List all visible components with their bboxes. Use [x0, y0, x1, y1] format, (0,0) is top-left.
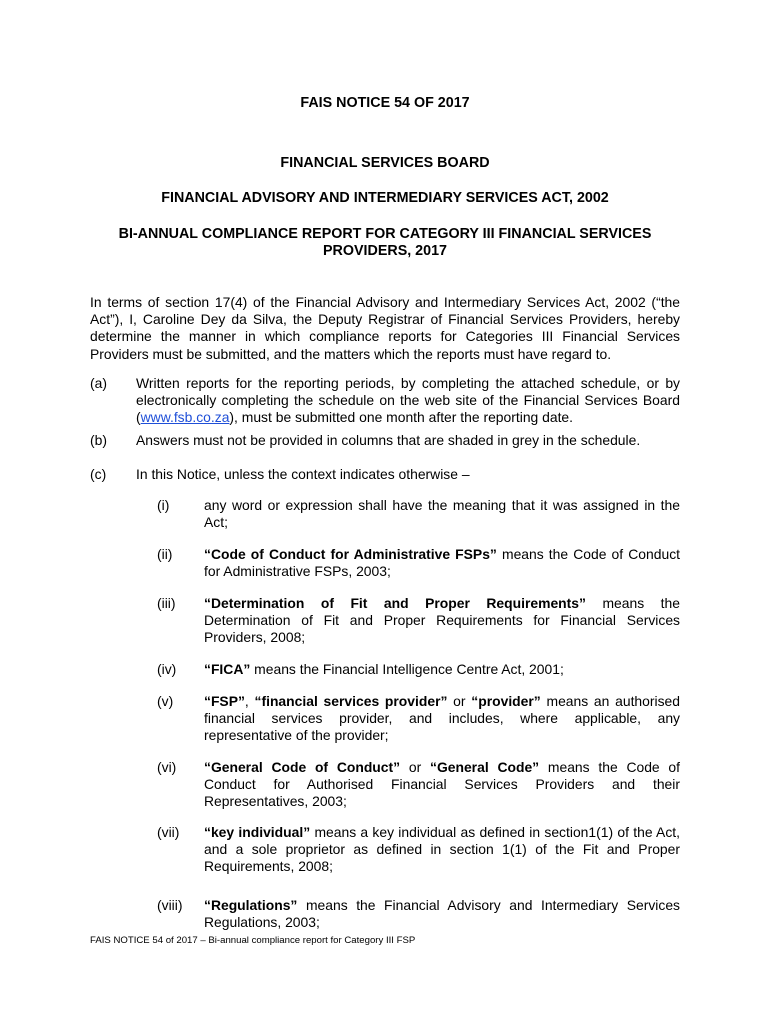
item-text: Answers must not be provided in columns that are shaded in grey in the schedule. — [136, 432, 641, 448]
definition-text: any word or expression shall have the meaning that it was assigned in the Act; — [204, 497, 680, 531]
definition-text — [204, 693, 680, 745]
item-b — [90, 432, 680, 449]
definition-text — [204, 897, 680, 931]
definition-text — [204, 824, 680, 876]
definition-number: (ii) — [157, 546, 173, 562]
report-heading: BI-ANNUAL COMPLIANCE REPORT FOR CATEGORY III FINANCIAL SERVICES PROVIDERS, 2017 — [118, 226, 652, 259]
item-c — [90, 466, 680, 483]
definition-number: (vii) — [157, 824, 180, 840]
definition-body: means the Financial Intelligence Centre Act, 2001; — [250, 661, 564, 677]
definition-vii — [157, 824, 680, 876]
item-text: In this Notice, unless the context indicates otherwise – — [136, 466, 470, 482]
definition-term: “financial services provider” — [254, 693, 448, 709]
definition-separator: or — [400, 759, 430, 775]
definition-text — [204, 759, 680, 811]
definition-term: “Code of Conduct for Administrative FSPs” — [204, 546, 497, 562]
notice-title: FAIS NOTICE 54 OF 2017 — [300, 95, 470, 111]
definition-term: “FSP” — [204, 693, 245, 709]
definition-vi — [157, 759, 680, 811]
item-label: (b) — [90, 432, 107, 448]
definition-separator: , — [244, 693, 255, 709]
definition-term: “FICA” — [204, 661, 251, 677]
definition-number: (iii) — [157, 595, 176, 611]
definition-term: “provider” — [471, 693, 541, 709]
definition-v — [157, 693, 680, 745]
definition-body: means an authorised financial services provider, and includes, where applicable, any representative of the provider; — [204, 693, 680, 744]
item-label: (c) — [90, 466, 107, 482]
definition-number: (vi) — [157, 759, 177, 775]
definition-i — [157, 497, 680, 531]
definition-viii — [157, 897, 680, 931]
definition-number: (viii) — [157, 897, 183, 913]
definition-term: “General Code” — [430, 759, 540, 775]
definition-term: “key individual” — [204, 824, 311, 840]
definition-iii — [157, 595, 680, 647]
item-text-part: Written reports for the reporting periods, by completing the attached schedule, or by electronically completing the schedule on the web site of the Financial Services Board ( — [136, 375, 680, 426]
item-text-part: ), must be submitted one month after the reporting date. — [229, 409, 574, 426]
definition-term: “Determination of Fit and Proper Requirements” — [204, 595, 586, 611]
act-heading: FINANCIAL ADVISORY AND INTERMEDIARY SERVICES ACT, 2002 — [161, 190, 609, 206]
definition-separator: or — [447, 693, 472, 709]
definition-body: means the Financial Advisory and Intermediary Services Regulations, 2003; — [204, 897, 680, 931]
definition-text — [204, 661, 680, 678]
definition-number: (iv) — [157, 661, 177, 677]
definition-term: “Regulations” — [204, 897, 298, 913]
definition-body: means the Code of Conduct for Authorised Financial Services Providers and their Representatives, 2003; — [204, 759, 680, 810]
intro-paragraph: In terms of section 17(4) of the Financial Advisory and Intermediary Services Act, 2002 (“the Act”), I, Caroline Dey da Silva, the Deputy Registrar of Financial Services Providers, hereby determine the manner in which compliance reports for Categories III Financial Services Providers must be submitted, and the matters which the reports must have regard to. — [90, 294, 680, 362]
definition-text — [204, 595, 680, 647]
definition-number: (v) — [157, 693, 174, 709]
fsb-website-link[interactable]: www.fsb.co.za — [140, 409, 230, 426]
item-text — [136, 375, 680, 427]
definition-ii — [157, 546, 680, 580]
page-footer: FAIS NOTICE 54 of 2017 – Bi-annual compliance report for Category III FSP — [90, 935, 416, 946]
definition-body: means the Code of Conduct for Administrative FSPs, 2003; — [204, 546, 680, 580]
definition-text — [204, 546, 680, 580]
definition-body: means the Determination of Fit and Proper Requirements for Financial Services Providers, 2008; — [204, 595, 680, 646]
definition-iv — [157, 661, 680, 678]
item-label: (a) — [90, 375, 107, 391]
definition-body: means a key individual as defined in section1(1) of the Act, and a sole proprietor as defined in section 1(1) of the Fit and Proper Requirements, 2008; — [204, 824, 680, 875]
definition-term: “General Code of Conduct” — [204, 759, 401, 775]
definition-number: (i) — [157, 497, 170, 513]
board-heading: FINANCIAL SERVICES BOARD — [280, 155, 490, 171]
item-a — [90, 375, 680, 427]
